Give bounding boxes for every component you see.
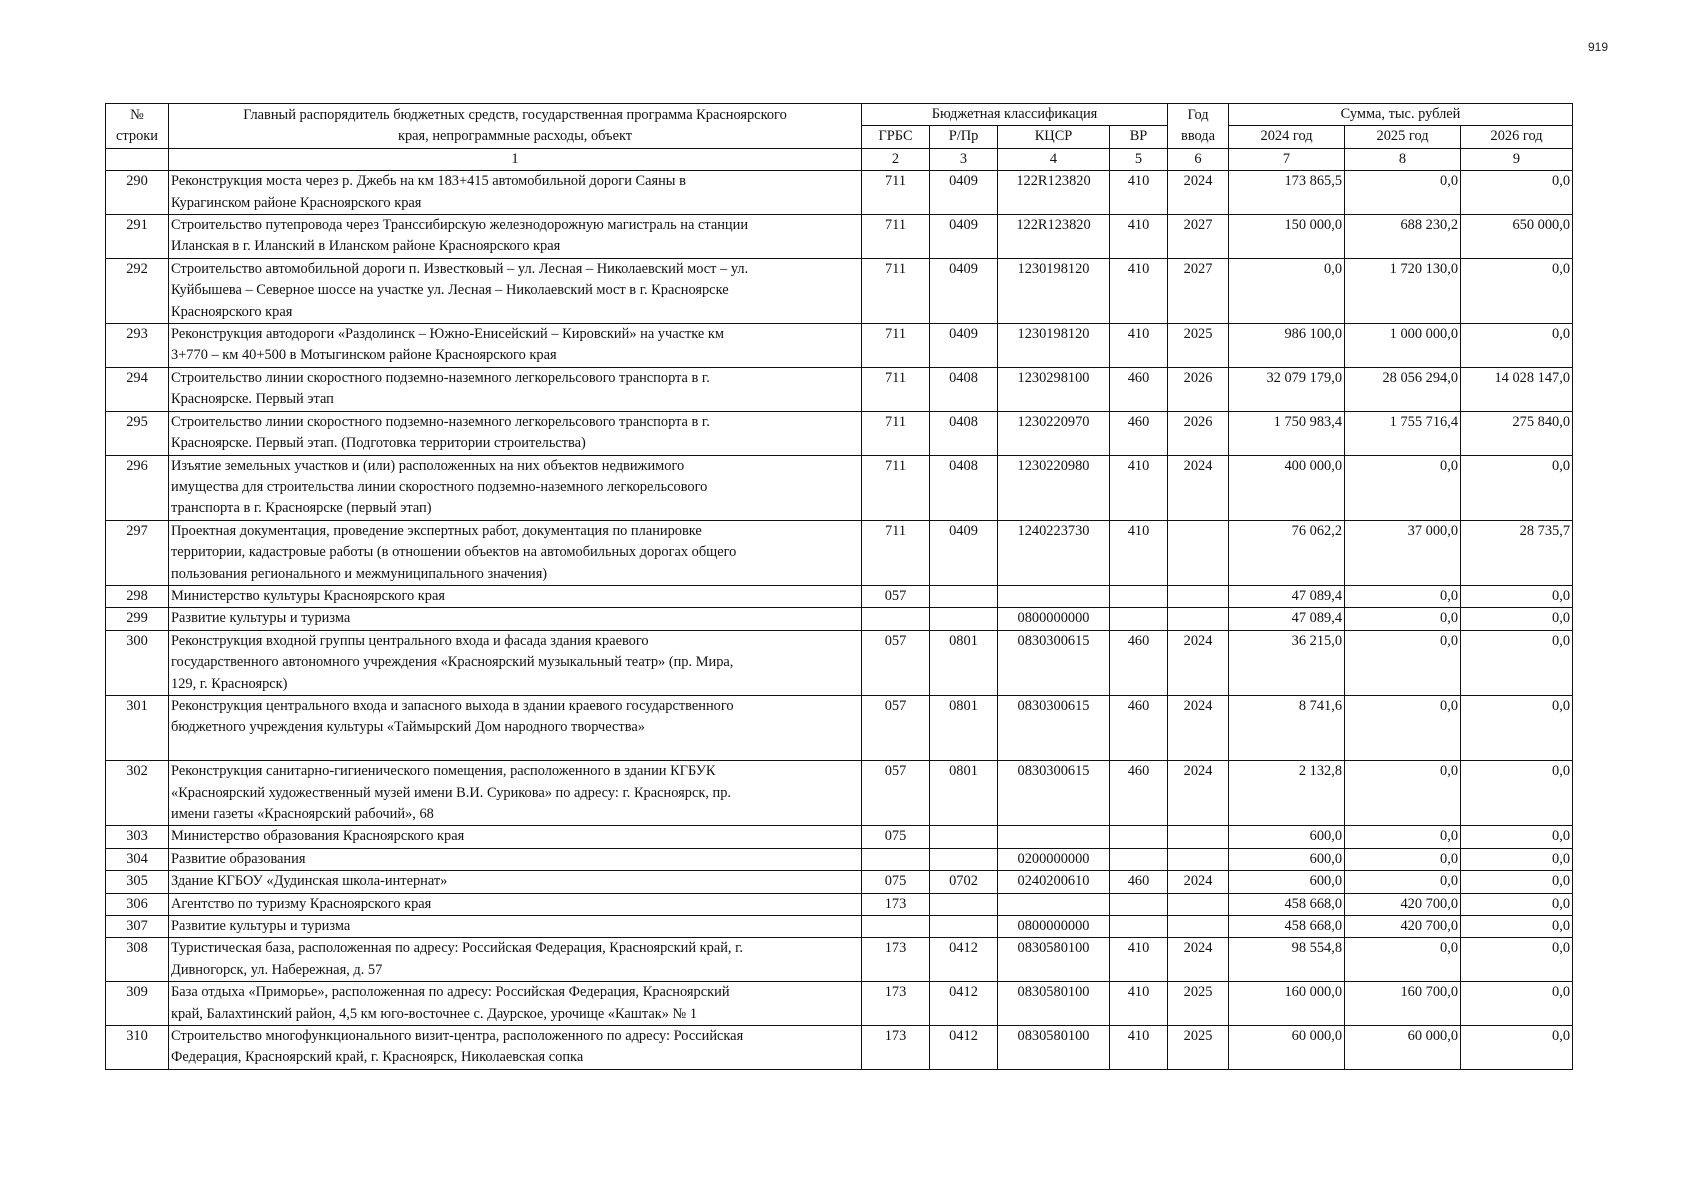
row-grbs: 057 [862, 585, 930, 607]
column-index-cell: 5 [1110, 148, 1168, 170]
row-vr: 410 [1110, 258, 1168, 323]
row-name-line: Реконструкция входной группы центрального входа и фасада здания краевого [171, 632, 649, 649]
row-grbs: 173 [862, 938, 930, 982]
row-grbs: 711 [862, 455, 930, 520]
row-sum-2025: 28 056 294,0 [1345, 367, 1461, 411]
row-sum-2026: 0,0 [1461, 938, 1573, 982]
header-grbs: ГРБС [862, 126, 930, 148]
row-sum-2026: 0,0 [1461, 982, 1573, 1026]
row-number: 304 [106, 848, 169, 870]
row-sum-2026: 0,0 [1461, 171, 1573, 215]
row-rpr [930, 608, 998, 630]
row-name-line: государственного автономного учреждения «Красноярский музыкальный театр» (пр. Мира, [171, 654, 734, 671]
row-sum-2026: 0,0 [1461, 848, 1573, 870]
row-name [169, 215, 862, 259]
row-name-line: Курагинском районе Красноярского края [171, 194, 422, 211]
header-row-number: № строки [106, 104, 169, 149]
row-sum-2024: 8 741,6 [1229, 695, 1345, 760]
row-sum-2024: 150 000,0 [1229, 215, 1345, 259]
row-vr: 460 [1110, 630, 1168, 695]
row-vr: 410 [1110, 455, 1168, 520]
row-number: 290 [106, 171, 169, 215]
column-index-cell: 3 [930, 148, 998, 170]
row-sum-2025: 0,0 [1345, 585, 1461, 607]
row-name-line: Красноярского края [171, 303, 293, 320]
row-name-line: Строительство линии скоростного подземно-наземного легкорельсового транспорта в г. [171, 413, 710, 430]
row-name-line: Реконструкция моста через р. Джебь на км 183+415 автомобильной дороги Саяны в [171, 173, 686, 190]
row-name-line: Туристическая база, расположенная по адресу: Российская Федерация, Красноярский край, г. [171, 940, 743, 957]
row-number: 303 [106, 826, 169, 848]
row-sum-2024: 76 062,2 [1229, 520, 1345, 585]
table-row [106, 826, 1573, 848]
row-name-line: бюджетного учреждения культуры «Таймырский Дом народного творчества» [171, 719, 645, 736]
row-sum-2026: 0,0 [1461, 455, 1573, 520]
row-year: 2027 [1168, 215, 1229, 259]
row-kcsr: 0830300615 [998, 761, 1110, 826]
table-row [106, 938, 1573, 982]
header-2025: 2025 год [1345, 126, 1461, 148]
row-rpr: 0409 [930, 258, 998, 323]
row-vr: 410 [1110, 324, 1168, 368]
row-vr: 460 [1110, 695, 1168, 760]
row-name-line: Строительство автомобильной дороги п. Известковый – ул. Лесная – Николаевский мост – ул. [171, 260, 749, 277]
row-sum-2024: 600,0 [1229, 871, 1345, 893]
row-sum-2026: 650 000,0 [1461, 215, 1573, 259]
table-row [106, 982, 1573, 1026]
row-name [169, 848, 862, 870]
header-rpr: Р/Пр [930, 126, 998, 148]
row-vr: 460 [1110, 761, 1168, 826]
row-number: 305 [106, 871, 169, 893]
row-name-line: Куйбышева – Северное шоссе на участке ул. Лесная – Николаевский мост в г. Красноярске [171, 282, 729, 299]
row-name-line: Реконструкция санитарно-гигиенического помещения, расположенного в здании КГБУК [171, 763, 716, 780]
row-rpr: 0801 [930, 695, 998, 760]
row-kcsr: 0200000000 [998, 848, 1110, 870]
row-vr: 410 [1110, 171, 1168, 215]
row-rpr: 0412 [930, 982, 998, 1026]
row-name [169, 171, 862, 215]
row-year: 2027 [1168, 258, 1229, 323]
row-number: 306 [106, 893, 169, 915]
row-name [169, 695, 862, 760]
row-name-line: Красноярске. Первый этап [171, 391, 334, 408]
row-grbs [862, 916, 930, 938]
row-year: 2024 [1168, 455, 1229, 520]
row-rpr: 0801 [930, 761, 998, 826]
row-sum-2024: 47 089,4 [1229, 608, 1345, 630]
table-row [106, 520, 1573, 585]
row-year [1168, 520, 1229, 585]
row-name-line: Изъятие земельных участков и (или) расположенных на них объектов недвижимого [171, 457, 685, 474]
header-budget-classification: Бюджетная классификация [862, 104, 1168, 126]
row-vr: 410 [1110, 938, 1168, 982]
table-row [106, 695, 1573, 760]
row-name-line: край, Балахтинский район, 4,5 км юго-восточнее с. Даурское, урочище «Каштак» № 1 [171, 1005, 698, 1022]
row-sum-2025: 0,0 [1345, 171, 1461, 215]
row-grbs: 711 [862, 324, 930, 368]
row-sum-2026: 0,0 [1461, 893, 1573, 915]
row-sum-2026: 0,0 [1461, 630, 1573, 695]
row-sum-2024: 60 000,0 [1229, 1026, 1345, 1070]
table-body [106, 171, 1573, 1070]
row-year: 2025 [1168, 982, 1229, 1026]
column-index-cell: 2 [862, 148, 930, 170]
row-sum-2026: 28 735,7 [1461, 520, 1573, 585]
row-name [169, 826, 862, 848]
row-sum-2025: 1 000 000,0 [1345, 324, 1461, 368]
row-grbs: 057 [862, 761, 930, 826]
row-rpr [930, 893, 998, 915]
row-rpr: 0409 [930, 520, 998, 585]
header-year: Год ввода [1168, 104, 1229, 149]
row-sum-2025: 60 000,0 [1345, 1026, 1461, 1070]
row-name-line: «Красноярский художественный музей имени В.И. Сурикова» по адресу: г. Красноярск, пр. [171, 784, 732, 801]
row-sum-2024: 160 000,0 [1229, 982, 1345, 1026]
row-sum-2025: 37 000,0 [1345, 520, 1461, 585]
row-name-line: Иланская в г. Иланский в Иланском районе Красноярского края [171, 238, 561, 255]
row-rpr: 0408 [930, 455, 998, 520]
row-year: 2024 [1168, 938, 1229, 982]
row-name [169, 585, 862, 607]
row-vr [1110, 848, 1168, 870]
column-index-cell: 6 [1168, 148, 1229, 170]
row-rpr [930, 826, 998, 848]
row-rpr: 0409 [930, 324, 998, 368]
table-row [106, 215, 1573, 259]
row-rpr: 0408 [930, 411, 998, 455]
row-number: 300 [106, 630, 169, 695]
row-vr [1110, 826, 1168, 848]
row-sum-2026: 0,0 [1461, 916, 1573, 938]
row-name [169, 324, 862, 368]
row-name [169, 608, 862, 630]
row-kcsr: 0830580100 [998, 982, 1110, 1026]
row-name-line: транспорта в г. Красноярске (первый этап) [171, 500, 432, 517]
row-number: 298 [106, 585, 169, 607]
table-row [106, 367, 1573, 411]
row-kcsr: 1230198120 [998, 258, 1110, 323]
row-number: 294 [106, 367, 169, 411]
row-name-line: Агентство по туризму Красноярского края [171, 895, 432, 912]
row-name [169, 630, 862, 695]
header-2024: 2024 год [1229, 126, 1345, 148]
row-sum-2024: 600,0 [1229, 848, 1345, 870]
row-name-line [171, 739, 859, 760]
row-grbs: 711 [862, 367, 930, 411]
row-name-line: пользования регионального и межмуниципального значения) [171, 565, 548, 582]
row-kcsr [998, 585, 1110, 607]
row-rpr [930, 848, 998, 870]
row-sum-2024: 36 215,0 [1229, 630, 1345, 695]
table-row [106, 585, 1573, 607]
row-name [169, 982, 862, 1026]
header-vr: ВР [1110, 126, 1168, 148]
row-vr [1110, 893, 1168, 915]
row-name [169, 520, 862, 585]
row-year: 2026 [1168, 411, 1229, 455]
row-year: 2024 [1168, 871, 1229, 893]
table-row [106, 455, 1573, 520]
row-sum-2026: 275 840,0 [1461, 411, 1573, 455]
row-name-line: имущества для строительства линии скоростного подземно-наземного легкорельсового [171, 478, 708, 495]
row-number: 292 [106, 258, 169, 323]
row-number: 297 [106, 520, 169, 585]
row-kcsr: 0830580100 [998, 1026, 1110, 1070]
table-header [106, 104, 1573, 171]
row-grbs: 711 [862, 258, 930, 323]
row-number: 310 [106, 1026, 169, 1070]
budget-table [105, 103, 1573, 1070]
table-row [106, 1026, 1573, 1070]
row-sum-2026: 0,0 [1461, 585, 1573, 607]
row-grbs: 173 [862, 893, 930, 915]
row-grbs: 711 [862, 520, 930, 585]
row-name [169, 893, 862, 915]
row-name-line: 3+770 – км 40+500 в Мотыгинском районе Красноярского края [171, 347, 557, 364]
row-name-line: Развитие культуры и туризма [171, 918, 351, 935]
row-rpr: 0412 [930, 1026, 998, 1070]
row-number: 296 [106, 455, 169, 520]
row-sum-2026: 0,0 [1461, 761, 1573, 826]
row-rpr: 0409 [930, 171, 998, 215]
row-name-line: Дивногорск, ул. Набережная, д. 57 [171, 961, 383, 978]
row-sum-2025: 0,0 [1345, 826, 1461, 848]
row-kcsr [998, 893, 1110, 915]
row-year: 2025 [1168, 1026, 1229, 1070]
row-sum-2024: 986 100,0 [1229, 324, 1345, 368]
row-sum-2024: 2 132,8 [1229, 761, 1345, 826]
row-sum-2024: 47 089,4 [1229, 585, 1345, 607]
row-vr: 410 [1110, 520, 1168, 585]
row-grbs [862, 848, 930, 870]
row-year [1168, 893, 1229, 915]
row-name [169, 258, 862, 323]
row-name-line: Красноярске. Первый этап. (Подготовка территории строительства) [171, 435, 586, 452]
row-vr [1110, 585, 1168, 607]
row-vr: 460 [1110, 871, 1168, 893]
row-kcsr: 122R123820 [998, 171, 1110, 215]
row-name-line: Строительство многофункционального визит-центра, расположенного по адресу: Российская [171, 1028, 744, 1045]
row-year [1168, 585, 1229, 607]
row-vr: 410 [1110, 215, 1168, 259]
row-year [1168, 848, 1229, 870]
row-number: 295 [106, 411, 169, 455]
row-kcsr: 0800000000 [998, 916, 1110, 938]
row-kcsr: 0800000000 [998, 608, 1110, 630]
row-sum-2024: 458 668,0 [1229, 893, 1345, 915]
row-number: 307 [106, 916, 169, 938]
row-sum-2025: 0,0 [1345, 455, 1461, 520]
row-sum-2025: 0,0 [1345, 630, 1461, 695]
row-rpr: 0409 [930, 215, 998, 259]
row-name-line: Министерство культуры Красноярского края [171, 587, 446, 604]
row-year: 2026 [1168, 367, 1229, 411]
row-name [169, 1026, 862, 1070]
header-sum: Сумма, тыс. рублей [1229, 104, 1573, 126]
row-name-line: 129, г. Красноярск) [171, 675, 288, 692]
row-rpr: 0412 [930, 938, 998, 982]
row-sum-2025: 160 700,0 [1345, 982, 1461, 1026]
row-name [169, 411, 862, 455]
row-kcsr: 1230220970 [998, 411, 1110, 455]
row-sum-2025: 1 720 130,0 [1345, 258, 1461, 323]
row-sum-2026: 0,0 [1461, 871, 1573, 893]
row-name-line: База отдыха «Приморье», расположенная по адресу: Российская Федерация, Красноярский [171, 984, 730, 1001]
row-sum-2026: 0,0 [1461, 324, 1573, 368]
row-sum-2025: 420 700,0 [1345, 916, 1461, 938]
row-name-line: Проектная документация, проведение экспертных работ, документация по планировке [171, 522, 702, 539]
row-kcsr: 1230198120 [998, 324, 1110, 368]
row-kcsr: 1230220980 [998, 455, 1110, 520]
row-grbs: 057 [862, 630, 930, 695]
row-kcsr: 1240223730 [998, 520, 1110, 585]
row-rpr [930, 916, 998, 938]
row-sum-2025: 0,0 [1345, 871, 1461, 893]
row-sum-2024: 400 000,0 [1229, 455, 1345, 520]
row-sum-2025: 420 700,0 [1345, 893, 1461, 915]
row-sum-2024: 0,0 [1229, 258, 1345, 323]
row-sum-2024: 173 865,5 [1229, 171, 1345, 215]
row-year: 2024 [1168, 695, 1229, 760]
row-name-line: Министерство образования Красноярского края [171, 828, 465, 845]
row-name-line: Развитие образования [171, 850, 306, 867]
row-year: 2024 [1168, 761, 1229, 826]
row-name [169, 871, 862, 893]
row-name-line: Строительство путепровода через Транссибирскую железнодорожную магистраль на станции [171, 217, 749, 234]
row-sum-2024: 600,0 [1229, 826, 1345, 848]
row-number: 291 [106, 215, 169, 259]
row-kcsr: 0830300615 [998, 695, 1110, 760]
table-row [106, 848, 1573, 870]
table-row [106, 893, 1573, 915]
column-index-cell: 1 [169, 148, 862, 170]
row-kcsr: 0830300615 [998, 630, 1110, 695]
row-year: 2024 [1168, 171, 1229, 215]
row-sum-2024: 32 079 179,0 [1229, 367, 1345, 411]
row-rpr: 0408 [930, 367, 998, 411]
row-year [1168, 916, 1229, 938]
row-sum-2026: 0,0 [1461, 1026, 1573, 1070]
row-sum-2025: 0,0 [1345, 695, 1461, 760]
row-sum-2025: 0,0 [1345, 608, 1461, 630]
row-sum-2024: 458 668,0 [1229, 916, 1345, 938]
column-index-row [106, 148, 1573, 170]
header-kcsr: КЦСР [998, 126, 1110, 148]
header-name: Главный распорядитель бюджетных средств, государственная программа Красноярского края, непрограммные расходы, объект [169, 104, 862, 149]
row-number: 302 [106, 761, 169, 826]
row-number: 309 [106, 982, 169, 1026]
row-grbs: 057 [862, 695, 930, 760]
row-vr [1110, 608, 1168, 630]
row-vr: 410 [1110, 982, 1168, 1026]
row-rpr [930, 585, 998, 607]
row-number: 299 [106, 608, 169, 630]
table-row [106, 171, 1573, 215]
row-grbs: 173 [862, 982, 930, 1026]
row-sum-2026: 0,0 [1461, 826, 1573, 848]
row-sum-2025: 688 230,2 [1345, 215, 1461, 259]
row-year [1168, 608, 1229, 630]
row-year: 2024 [1168, 630, 1229, 695]
row-sum-2025: 0,0 [1345, 761, 1461, 826]
row-name [169, 916, 862, 938]
table-row [106, 411, 1573, 455]
row-kcsr: 1230298100 [998, 367, 1110, 411]
row-sum-2026: 14 028 147,0 [1461, 367, 1573, 411]
table-row [106, 258, 1573, 323]
row-sum-2025: 0,0 [1345, 848, 1461, 870]
row-grbs [862, 608, 930, 630]
table-row [106, 608, 1573, 630]
column-index-cell: 7 [1229, 148, 1345, 170]
table-row [106, 630, 1573, 695]
row-sum-2025: 1 755 716,4 [1345, 411, 1461, 455]
row-grbs: 075 [862, 826, 930, 848]
row-sum-2026: 0,0 [1461, 608, 1573, 630]
row-name-line: Федерация, Красноярский край, г. Красноярск, Николаевская сопка [171, 1049, 584, 1066]
row-grbs: 173 [862, 1026, 930, 1070]
header-2026: 2026 год [1461, 126, 1573, 148]
table-row [106, 871, 1573, 893]
row-sum-2026: 0,0 [1461, 695, 1573, 760]
row-name [169, 367, 862, 411]
row-vr: 460 [1110, 367, 1168, 411]
table-row [106, 761, 1573, 826]
table-row [106, 324, 1573, 368]
row-vr: 410 [1110, 1026, 1168, 1070]
row-name-line: территории, кадастровые работы (в отношении объектов на автомобильных дорогах общего [171, 544, 737, 561]
row-rpr: 0801 [930, 630, 998, 695]
row-year: 2025 [1168, 324, 1229, 368]
row-name-line: Развитие культуры и туризма [171, 610, 351, 627]
row-number: 308 [106, 938, 169, 982]
row-name-line: Реконструкция автодороги «Раздолинск – Южно-Енисейский – Кировский» на участке км [171, 326, 725, 343]
row-grbs: 711 [862, 171, 930, 215]
row-name-line: Реконструкция центрального входа и запасного выхода в здании краевого государственного [171, 697, 734, 714]
column-index-cell: 9 [1461, 148, 1573, 170]
row-name [169, 938, 862, 982]
row-number: 293 [106, 324, 169, 368]
column-index-cell: 8 [1345, 148, 1461, 170]
row-name [169, 761, 862, 826]
row-vr: 460 [1110, 411, 1168, 455]
row-grbs: 711 [862, 215, 930, 259]
row-vr [1110, 916, 1168, 938]
row-sum-2024: 1 750 983,4 [1229, 411, 1345, 455]
row-sum-2024: 98 554,8 [1229, 938, 1345, 982]
column-index-cell: 4 [998, 148, 1110, 170]
row-sum-2026: 0,0 [1461, 258, 1573, 323]
row-kcsr: 122R123820 [998, 215, 1110, 259]
row-number: 301 [106, 695, 169, 760]
row-kcsr [998, 826, 1110, 848]
row-grbs: 075 [862, 871, 930, 893]
row-name-line: Строительство линии скоростного подземно-наземного легкорельсового транспорта в г. [171, 369, 710, 386]
row-name [169, 455, 862, 520]
row-year [1168, 826, 1229, 848]
page-number: 919 [1588, 40, 1609, 54]
row-name-line: Здание КГБОУ «Дудинская школа-интернат» [171, 873, 448, 890]
row-grbs: 711 [862, 411, 930, 455]
row-name-line: имени газеты «Красноярский рабочий», 68 [171, 805, 434, 822]
row-rpr: 0702 [930, 871, 998, 893]
column-index-cell [106, 148, 169, 170]
table-row [106, 916, 1573, 938]
row-sum-2025: 0,0 [1345, 938, 1461, 982]
row-kcsr: 0830580100 [998, 938, 1110, 982]
row-kcsr: 0240200610 [998, 871, 1110, 893]
